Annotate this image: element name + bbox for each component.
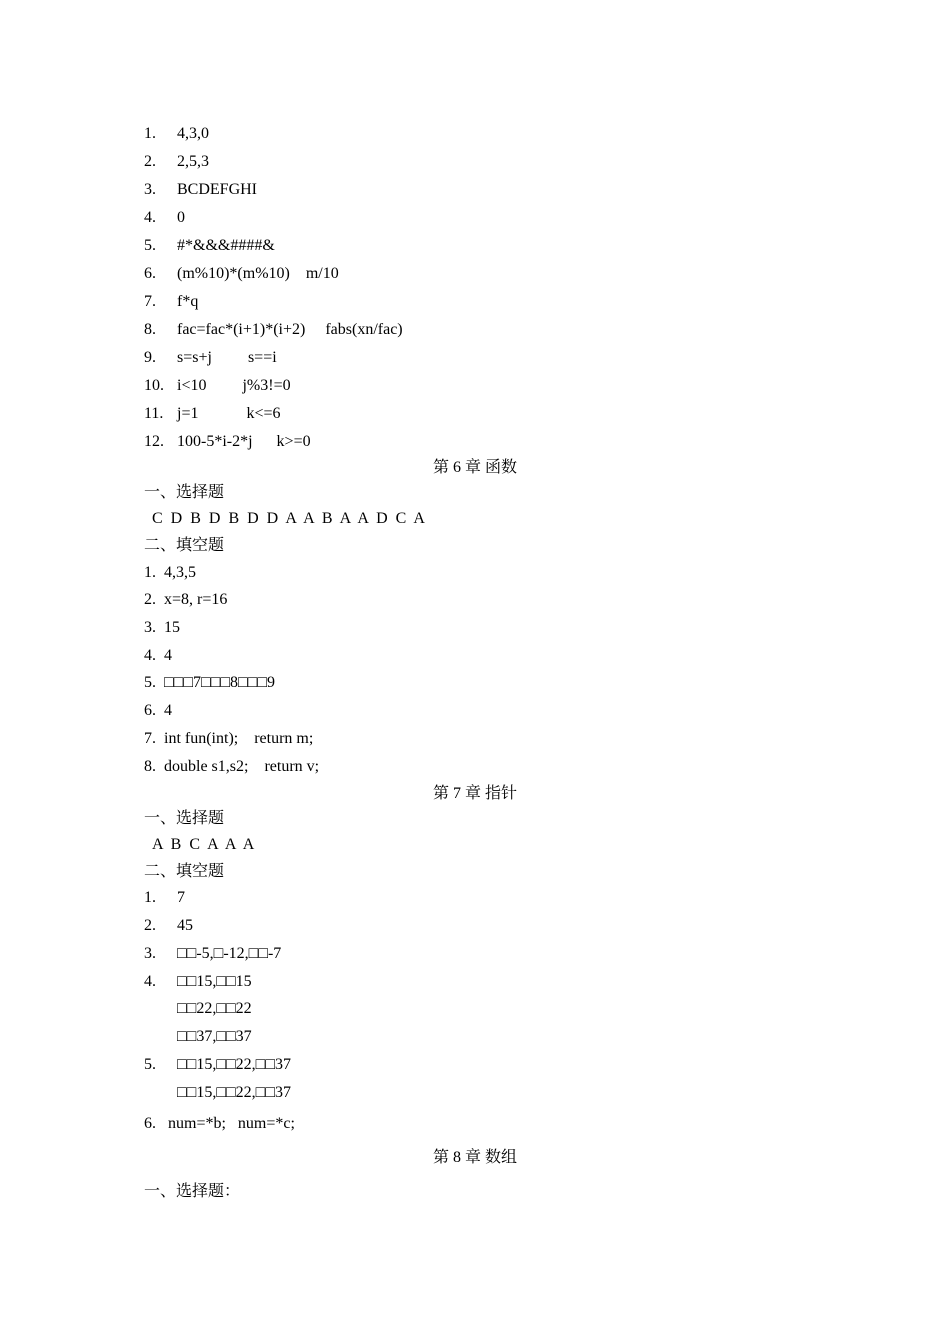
chapter6-choice-heading: 一、选择题 bbox=[144, 484, 225, 501]
item-number: 12. bbox=[144, 433, 164, 450]
item-answer: fac=fac*(i+1)*(i+2) fabs(xn/fac) bbox=[177, 321, 403, 338]
list-item: 2. x=8, r=16 bbox=[144, 591, 228, 608]
chapter8-title: 第 8 章 数组 bbox=[432, 1149, 517, 1166]
chapter7-item6: 6. num=*b; num=*c; bbox=[144, 1115, 295, 1132]
item-answer: 100-5*i-2*j k>=0 bbox=[177, 433, 311, 450]
item-number: 2. bbox=[144, 917, 156, 934]
item-number: 2. bbox=[144, 153, 156, 170]
chapter8-choice-heading: 一、选择题： bbox=[144, 1183, 241, 1200]
item-number: 4. bbox=[144, 209, 156, 226]
item-answer: j=1 k<=6 bbox=[177, 405, 281, 422]
item-number: 10. bbox=[144, 377, 164, 394]
item-number: 1. bbox=[144, 889, 156, 906]
list-item: 4. 4 bbox=[144, 647, 172, 664]
item-answer: BCDEFGHI bbox=[177, 181, 258, 198]
chapter7-choice-answers: A B C A A A bbox=[152, 836, 255, 853]
item-answer: 7 bbox=[177, 889, 185, 906]
item-answer: 4,3,0 bbox=[177, 125, 209, 142]
chapter6-choice-answers: C D B D B D D A A B A A D C A bbox=[152, 510, 425, 527]
item-number: 8. bbox=[144, 321, 156, 338]
item-number: 3. bbox=[144, 945, 156, 962]
item-number: 4. bbox=[144, 973, 156, 990]
item-answer: 2,5,3 bbox=[177, 153, 209, 170]
item-number: 1. bbox=[144, 125, 156, 142]
chapter6-fill-heading: 二、填空题 bbox=[144, 537, 225, 554]
item-number: 5. bbox=[144, 237, 156, 254]
item-number: 6. bbox=[144, 265, 156, 282]
item-number: 5. bbox=[144, 1056, 156, 1073]
chapter7-fill-heading: 二、填空题 bbox=[144, 863, 225, 880]
item-number: 3. bbox=[144, 181, 156, 198]
list-item: 1. 4,3,5 bbox=[144, 564, 196, 581]
item-answer: #*&&&####& bbox=[177, 237, 275, 254]
list-item: 3. 15 bbox=[144, 619, 180, 636]
item-number: 7. bbox=[144, 293, 156, 310]
list-item: 6. 4 bbox=[144, 702, 172, 719]
item-number: 9. bbox=[144, 349, 156, 366]
item-answer: s=s+j s==i bbox=[177, 349, 277, 366]
chapter7-choice-heading: 一、选择题 bbox=[144, 810, 225, 827]
chapter7-title: 第 7 章 指针 bbox=[432, 785, 517, 802]
item-answer: 0 bbox=[177, 209, 185, 226]
list-item: 7. int fun(int); return m; bbox=[144, 730, 314, 747]
item-answer: □□15,□□22,□□37 bbox=[177, 1056, 291, 1073]
item-answer: □□-5,□-12,□□-7 bbox=[177, 945, 282, 962]
chapter6-title: 第 6 章 函数 bbox=[432, 459, 517, 476]
list-item: 5. □□□7□□□8□□□9 bbox=[144, 674, 275, 691]
item-number: 11. bbox=[144, 405, 164, 422]
item-answer: □□15,□□22,□□37 bbox=[177, 1084, 291, 1101]
item-answer: □□37,□□37 bbox=[177, 1028, 252, 1045]
item-answer: □□15,□□15 bbox=[177, 973, 252, 990]
item-answer: 45 bbox=[177, 917, 193, 934]
list-item: 8. double s1,s2; return v; bbox=[144, 758, 320, 775]
item-answer: f*q bbox=[177, 293, 199, 310]
item-answer: (m%10)*(m%10) m/10 bbox=[177, 265, 339, 282]
item-answer: □□22,□□22 bbox=[177, 1000, 252, 1017]
item-answer: i<10 j%3!=0 bbox=[177, 377, 291, 394]
